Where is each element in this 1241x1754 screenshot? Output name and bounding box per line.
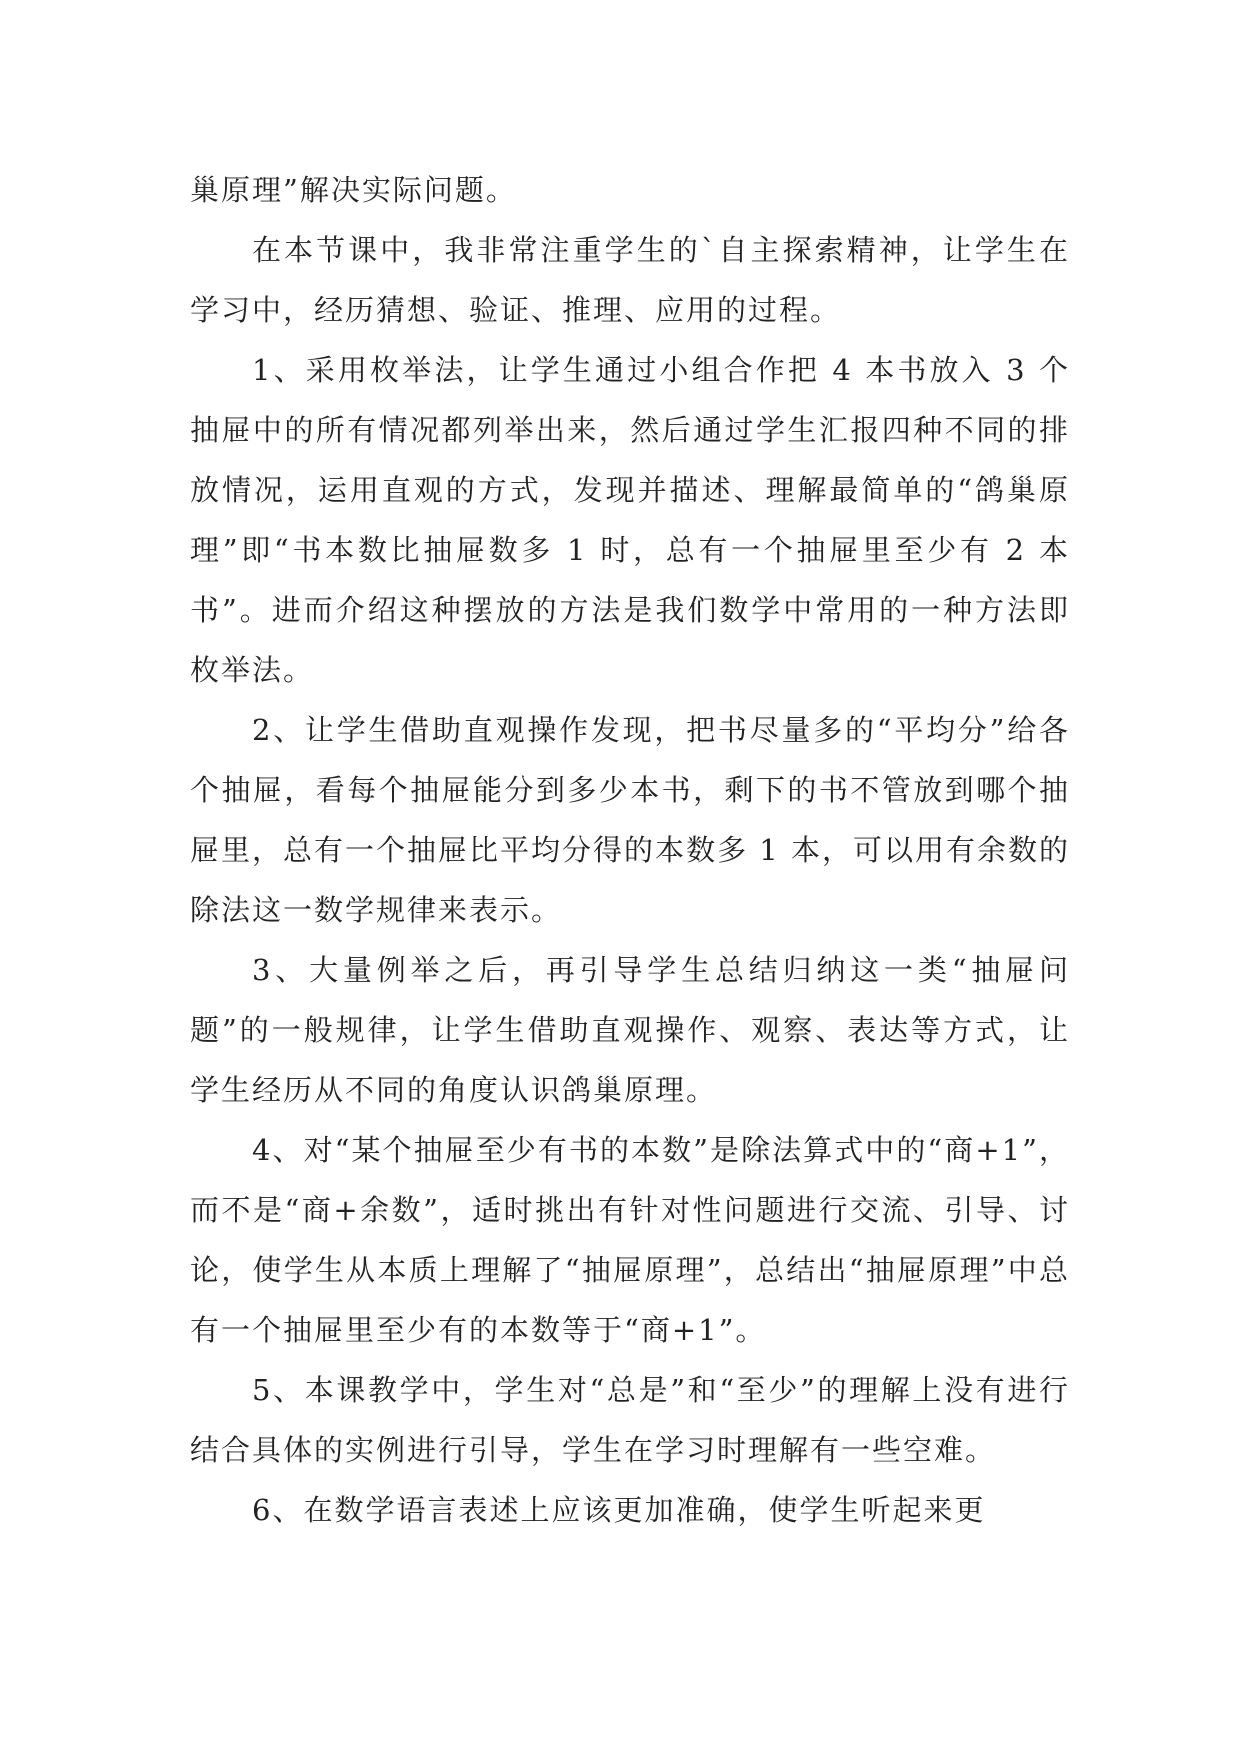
paragraph-intro: 在本节课中，我非常注重学生的`自主探索精神，让学生在学习中，经历猜想、验证、推理、应用的过程。	[190, 233, 1070, 327]
document-body	[190, 160, 1070, 1540]
paragraph-point-4: 4、对“某个抽屉至少有书的本数”是除法算式中的“商+1”，而不是“商+余数”，适时挑出有针对性问题进行交流、引导、讨论，使学生从本质上理解了“抽屉原理”，总结出“抽屉原理”中总有一个抽屉里至少有的本数等于“商+1”。	[190, 1133, 1070, 1347]
paragraph-point-2: 2、让学生借助直观操作发现，把书尽量多的“平均分”给各个抽屉，看每个抽屉能分到多少本书，剩下的书不管放到哪个抽屉里，总有一个抽屉比平均分得的本数多 1 本，可以用有余数的除法这一数学规律来表示。	[190, 713, 1070, 927]
paragraph-continuation: 巢原理”解决实际问题。	[190, 173, 517, 207]
paragraph-point-1: 1、采用枚举法，让学生通过小组合作把 4 本书放入 3 个抽屉中的所有情况都列举出来，然后通过学生汇报四种不同的排放情况，运用直观的方式，发现并描述、理解最简单的“鸽巢原理”即“书本数比抽屉数多 1 时，总有一个抽屉里至少有 2 本书”。进而介绍这种摆放的方法是我们数学中常用的一种方法即枚举法。	[190, 353, 1070, 687]
paragraph-point-5: 5、本课教学中，学生对“总是”和“至少”的理解上没有进行结合具体的实例进行引导，学生在学习时理解有一些空难。	[190, 1373, 1070, 1467]
paragraph-point-6: 6、在数学语言表述上应该更加准确，使学生听起来更	[252, 1493, 986, 1527]
paragraph-point-3: 3、大量例举之后，再引导学生总结归纳这一类“抽屉问题”的一般规律，让学生借助直观操作、观察、表达等方式，让学生经历从不同的角度认识鸽巢原理。	[190, 953, 1070, 1107]
